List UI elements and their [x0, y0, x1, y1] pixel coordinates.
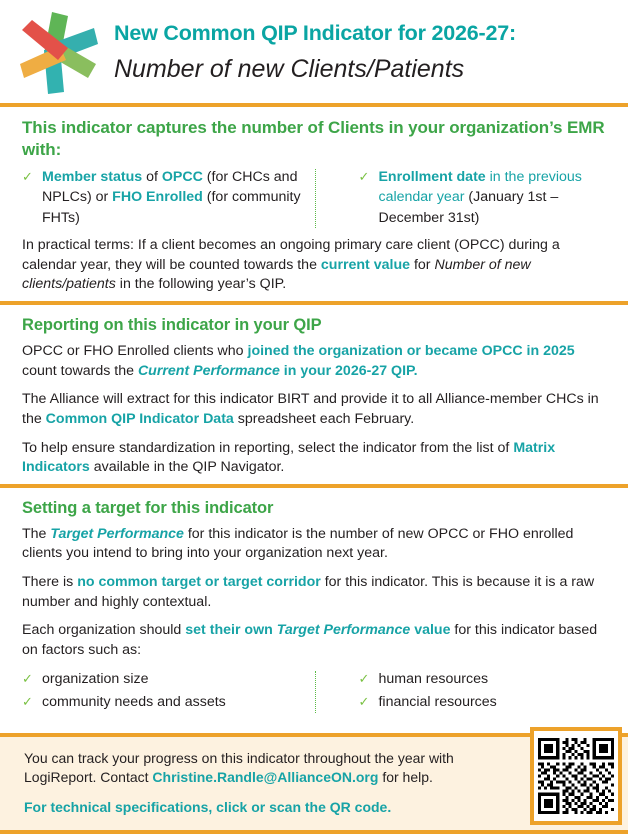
section1-check-columns — [22, 167, 610, 231]
section1-practical-paragraph — [22, 236, 610, 295]
page-header — [0, 0, 628, 103]
check-icon: ✓ — [22, 694, 33, 709]
section-target-setting — [0, 488, 628, 727]
check-item — [22, 167, 301, 229]
footer-paragraph-2 — [24, 798, 478, 818]
plain-text: for help. — [378, 769, 433, 786]
check-item-text: community needs and assets — [42, 694, 226, 710]
plain-text: OPCC or FHO Enrolled clients who — [22, 343, 248, 360]
check-icon: ✓ — [358, 168, 370, 184]
accent-text: value — [410, 622, 451, 639]
check-icon: ✓ — [358, 694, 370, 709]
accent-italic-text: Current Performance — [137, 362, 280, 379]
qr-code-technical-specifications[interactable] — [530, 727, 622, 825]
section2-paragraph-1 — [22, 342, 610, 381]
footer-wrapper — [0, 733, 628, 834]
section-indicator-definition — [0, 107, 628, 301]
page-title-primary: New Common QIP Indicator for 2026-27: — [114, 20, 516, 45]
check-item-text: organization size — [42, 671, 149, 688]
check-item — [358, 669, 610, 690]
plain-text: available in the QIP Navigator. — [89, 459, 285, 476]
page-title-secondary: Number of new Clients/Patients — [114, 55, 465, 84]
plain-text: for this indicator. This is because it is a raw number and highly contextual. — [22, 574, 595, 610]
accent-text: Enrollment date — [378, 168, 486, 185]
check-item-text: financial resources — [378, 694, 497, 710]
check-item — [22, 669, 301, 690]
plain-text: for this indicator is the number of new OPCC or FHO enrolled clients you intend to bring into your organization next year. — [22, 525, 574, 562]
plain-text: The Alliance will extract for this indicator BIRT and provide it to all Alliance-member CHCs in the — [22, 391, 599, 427]
check-icon: ✓ — [22, 671, 33, 687]
section3-paragraph-3 — [22, 621, 610, 660]
plain-text: for — [410, 256, 435, 273]
check-item — [358, 692, 610, 713]
section3-column-right — [316, 669, 610, 714]
accent-text: Member status — [42, 168, 143, 185]
section3-heading: Setting a target for this indicator — [22, 498, 274, 517]
section3-paragraph-2 — [22, 573, 610, 612]
plain-text: of — [142, 168, 162, 185]
accent-text: current value — [320, 256, 411, 273]
plain-text: in the following year’s QIP. — [115, 276, 287, 293]
section1-column-right — [316, 167, 610, 231]
section3-column-left — [22, 669, 315, 714]
plain-text: You can track your progress on this indicator throughout the year with LogiReport. Contact — [24, 749, 454, 786]
accent-text: Matrix Indicators — [22, 439, 556, 476]
check-item-text — [42, 167, 301, 229]
plain-text: for this indicator based on factors such as: — [22, 622, 598, 658]
section3-factor-columns — [22, 669, 610, 714]
check-item — [22, 692, 301, 713]
accent-italic-text: Target Performance — [50, 525, 184, 542]
plain-text: To help ensure standardization in reporting, select the indicator from the list of — [22, 439, 514, 456]
plain-text: (for CHCs and NPLCs) or — [42, 168, 298, 206]
plain-text: (January 1st – December 31st) — [378, 189, 559, 226]
accent-text: in your 2026-27 QIP. — [279, 362, 418, 379]
accent-text: in the previous calendar year — [378, 168, 582, 206]
accent-text: Common QIP Indicator Data — [45, 410, 234, 427]
section2-paragraph-2 — [22, 390, 610, 429]
alliance-pinwheel-logo — [12, 6, 104, 98]
check-item — [358, 167, 610, 229]
contact-email-link[interactable]: Christine.Randle@AllianceON.org — [152, 769, 379, 786]
check-item-text — [378, 167, 610, 229]
accent-text: FHO Enrolled — [112, 189, 203, 206]
plain-text: The — [22, 525, 51, 542]
header-title-block — [114, 19, 516, 85]
check-icon: ✓ — [22, 168, 33, 184]
plain-text: count towards the — [22, 362, 138, 379]
technical-specifications-link[interactable]: For technical specifications, click or scan the QR code. — [24, 799, 392, 816]
section2-paragraph-3 — [22, 439, 610, 478]
section-reporting — [0, 305, 628, 484]
plain-text: spreadsheet each February. — [233, 410, 415, 427]
section3-paragraph-1 — [22, 525, 610, 564]
section1-heading: This indicator captures the number of Clients in your organization’s EMR with: — [22, 118, 605, 159]
accent-italic-text: Target Performance — [276, 622, 411, 639]
accent-text: set their own — [185, 622, 277, 639]
footer-paragraph-1 — [24, 749, 478, 789]
plain-text: (for community FHTs) — [42, 189, 301, 226]
plain-text: Each organization should — [22, 622, 186, 639]
accent-text: OPCC — [161, 168, 203, 185]
section1-column-left — [22, 167, 315, 231]
plain-text: There is — [22, 574, 78, 591]
plain-text: In practical terms: If a client becomes an ongoing primary care client (OPCC) during a calendar year, they will be counted towards the — [22, 237, 560, 273]
accent-text: no common target or target corridor — [77, 574, 321, 591]
section2-heading: Reporting on this indicator in your QIP — [22, 316, 322, 335]
accent-text: joined the organization or became OPCC in 2025 — [247, 343, 575, 360]
italic-text: Number of new clients/patients — [22, 256, 531, 293]
check-item-text: human resources — [378, 671, 489, 688]
check-icon: ✓ — [358, 671, 370, 687]
